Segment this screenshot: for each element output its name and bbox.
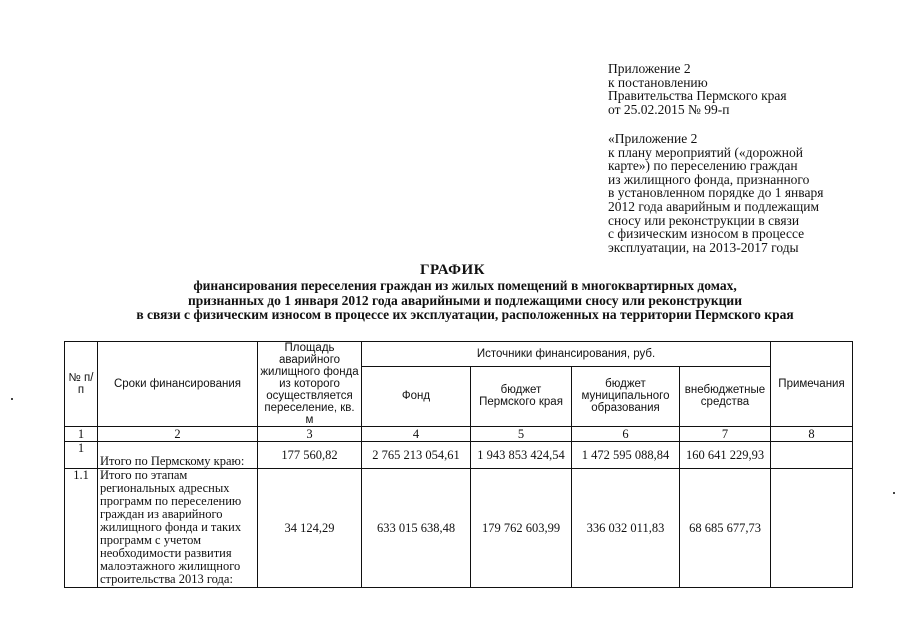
row-regional: 179 762 603,99 <box>471 469 572 588</box>
scan-speck <box>893 492 895 494</box>
annex-quote-line: в установленном порядке до 1 января <box>608 185 824 201</box>
column-number: 8 <box>771 427 853 442</box>
annex-quote-line: карте») по переселению граждан <box>608 158 798 174</box>
row-num: 1 <box>65 442 98 469</box>
row-label: Итого по этапам региональных адресных программ по переселению граждан из аварийного жилищного фонда и таких программ с учетом необходимости развития малоэтажного жилищного строительства 2013 года: <box>98 469 258 588</box>
column-number: 4 <box>362 427 471 442</box>
table-row <box>65 442 853 469</box>
header-sources: Источники финансирования, руб. <box>362 342 771 367</box>
annex-reference <box>608 62 787 116</box>
row-label: Итого по Пермскому краю: <box>98 442 258 469</box>
column-number: 5 <box>471 427 572 442</box>
header-area: Площадь аварийного жилищного фонда из которого осуществляется переселение, кв. м <box>258 342 362 427</box>
header-num: № п/п <box>65 342 98 427</box>
subtitle-line: финансирования переселения граждан из жилых помещений в многоквартирных домах, <box>193 278 737 293</box>
column-number: 6 <box>572 427 680 442</box>
annex-line: Приложение 2 <box>608 61 691 76</box>
annex-line: Правительства Пермского края <box>608 88 787 104</box>
row-area: 34 124,29 <box>258 469 362 588</box>
row-fund: 2 765 213 054,61 <box>362 442 471 469</box>
annex-quote-line: сносу или реконструкции в связи <box>608 212 800 228</box>
subtitle-line: в связи с физическим износом в процессе их эксплуатации, расположенных на территории Пермского края <box>136 307 794 322</box>
annex-quote-line: с физическим износом в процессе <box>608 226 805 242</box>
table-row <box>65 469 853 588</box>
column-number: 3 <box>258 427 362 442</box>
scan-speck <box>11 398 13 400</box>
row-area: 177 560,82 <box>258 442 362 469</box>
annex-quote-line: эксплуатации, на 2013-2017 годы <box>608 239 799 255</box>
header-fund: Фонд <box>362 366 471 426</box>
document-subtitle <box>40 279 890 323</box>
financing-table <box>64 341 853 588</box>
annex-quote-line: из жилищного фонда, признанного <box>608 171 810 187</box>
header-offbudget: внебюджетные средства <box>680 366 771 426</box>
row-notes <box>771 442 853 469</box>
row-offbudget: 68 685 677,73 <box>680 469 771 588</box>
row-municipal: 336 032 011,83 <box>572 469 680 588</box>
subtitle-line: признанных до 1 января 2012 года аварийными и подлежащими сносу или реконструкции <box>188 292 742 308</box>
header-notes: Примечания <box>771 342 853 427</box>
row-offbudget: 160 641 229,93 <box>680 442 771 469</box>
column-number: 1 <box>65 427 98 442</box>
row-regional: 1 943 853 424,54 <box>471 442 572 469</box>
header-regional: бюджет Пермского края <box>471 366 572 426</box>
row-fund: 633 015 638,48 <box>362 469 471 588</box>
annex-line: от 25.02.2015 № 99-п <box>608 101 730 117</box>
row-notes <box>771 469 853 588</box>
annex-quote-line: 2012 года аварийным и подлежащим <box>608 198 820 214</box>
header-period: Сроки финансирования <box>98 342 258 427</box>
annex-quote-line: «Приложение 2 <box>608 131 698 146</box>
header-municipal: бюджет муниципального образования <box>572 366 680 426</box>
row-num: 1.1 <box>65 469 98 588</box>
annex-quote-line: к плану мероприятий («дорожной <box>608 144 803 160</box>
annex-quote <box>608 132 823 254</box>
row-municipal: 1 472 595 088,84 <box>572 442 680 469</box>
annex-line: к постановлению <box>608 74 708 90</box>
column-number: 2 <box>98 427 258 442</box>
document-title: ГРАФИК <box>419 262 486 278</box>
column-number: 7 <box>680 427 771 442</box>
